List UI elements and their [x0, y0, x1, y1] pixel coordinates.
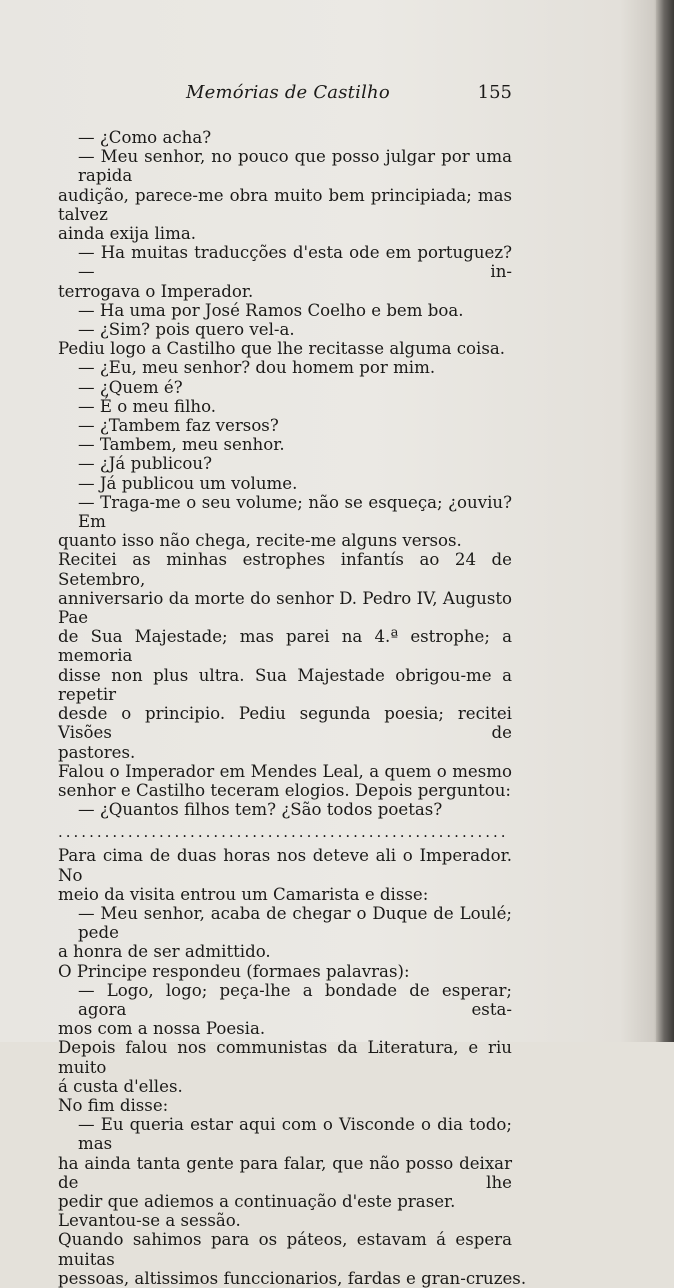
- text-line: Para cima de duas horas nos deteve ali o Imperador. No: [58, 846, 512, 885]
- page-edge-shadow: [656, 0, 674, 1042]
- text-line: — ¿Já publicou?: [78, 454, 212, 474]
- text-line: de Sua Majestade; mas parei na 4.ª estrophe; a memoria: [58, 627, 512, 666]
- text-line: mos com a nossa Poesia.: [58, 1019, 266, 1039]
- text-line: a honra de ser admittido.: [58, 942, 271, 962]
- text-line: — Ha muitas traducções d'esta ode em portuguez? — in-: [78, 243, 512, 282]
- text-line: Quando sahimos para os páteos, estavam á espera muitas: [58, 1230, 512, 1269]
- text-line: — ¿Quantos filhos tem? ¿São todos poetas?: [78, 800, 443, 820]
- text-line: ha ainda tanta gente para falar, que não posso deixar de lhe: [58, 1153, 512, 1192]
- text-line: á custa d'elles.: [58, 1076, 183, 1096]
- text-line: — Ha uma por José Ramos Coelho e bem boa.: [78, 300, 464, 320]
- text-line: desde o principio. Pediu segunda poesia; recitei Visões de: [58, 704, 512, 743]
- text-line: senhor e Castilho teceram elogios. Depois perguntou:: [58, 780, 512, 800]
- page-number: 155: [477, 82, 512, 103]
- text-line: anniversario da morte do senhor D. Pedro IV, Augusto Pae: [58, 588, 512, 628]
- text-line: — ¿Sim? pois quero vel-a.: [78, 320, 295, 340]
- text-line: — É o meu filho.: [78, 396, 217, 416]
- body-text: [58, 128, 527, 1288]
- text-line: O Principe respondeu (formaes palavras):: [58, 961, 410, 981]
- text-line: Falou o Imperador em Mendes Leal, a quem o mesmo: [58, 761, 512, 781]
- text-line: quanto isso não chega, recite-me alguns versos.: [58, 531, 462, 551]
- text-line: — ¿Quem é?: [78, 377, 183, 397]
- section-separator: ..........................................................: [58, 823, 509, 842]
- text-line: — ¿Tambem faz versos?: [78, 416, 279, 436]
- text-line: pastores.: [58, 742, 136, 762]
- text-line: — Já publicou um volume.: [78, 473, 298, 493]
- text-line: — ¿Eu, meu senhor? dou homem por mim.: [78, 358, 436, 378]
- text-line: — Eu queria estar aqui com o Visconde o dia todo; mas: [78, 1115, 512, 1154]
- text-line: Depois falou nos communistas da Literatura, e riu muito: [58, 1038, 512, 1077]
- text-line: audição, parece-me obra muito bem principiada; mas talvez: [58, 185, 512, 224]
- text-line: meio da visita entrou um Camarista e disse:: [58, 884, 429, 904]
- text-line: No fim disse:: [58, 1095, 169, 1115]
- text-line: pessoas, altissimos funccionarios, fardas e gran-cruzes.: [58, 1268, 527, 1288]
- text-line: terrogava o Imperador.: [58, 281, 254, 301]
- text-line: — Traga-me o seu volume; não se esqueça; ¿ouviu? Em: [78, 492, 512, 532]
- text-line: — Tambem, meu senhor.: [78, 435, 285, 455]
- page-header: [58, 82, 512, 108]
- text-line: — Logo, logo; peça-lhe a bondade de esperar; agora esta-: [78, 980, 512, 1019]
- text-line: pedir que adiemos a continuação d'este praser.: [58, 1191, 456, 1211]
- text-line: disse non plus ultra. Sua Majestade obrigou-me a repetir: [58, 665, 512, 704]
- text-line: Recitei as minhas estrophes infantís ao 24 de Setembro,: [58, 550, 512, 589]
- text-line: ainda exija lima.: [58, 224, 196, 244]
- text-line: Levantou-se a sessão.: [58, 1211, 241, 1231]
- text-line: — Meu senhor, no pouco que posso julgar por uma rapida: [78, 147, 512, 186]
- running-title: Memórias de Castilho: [186, 82, 390, 103]
- text-line: — Meu senhor, acaba de chegar o Duque de Loulé; pede: [78, 903, 512, 943]
- text-line: Pediu logo a Castilho que lhe recitasse alguma coisa.: [58, 339, 506, 359]
- text-line: — ¿Como acha?: [78, 128, 212, 147]
